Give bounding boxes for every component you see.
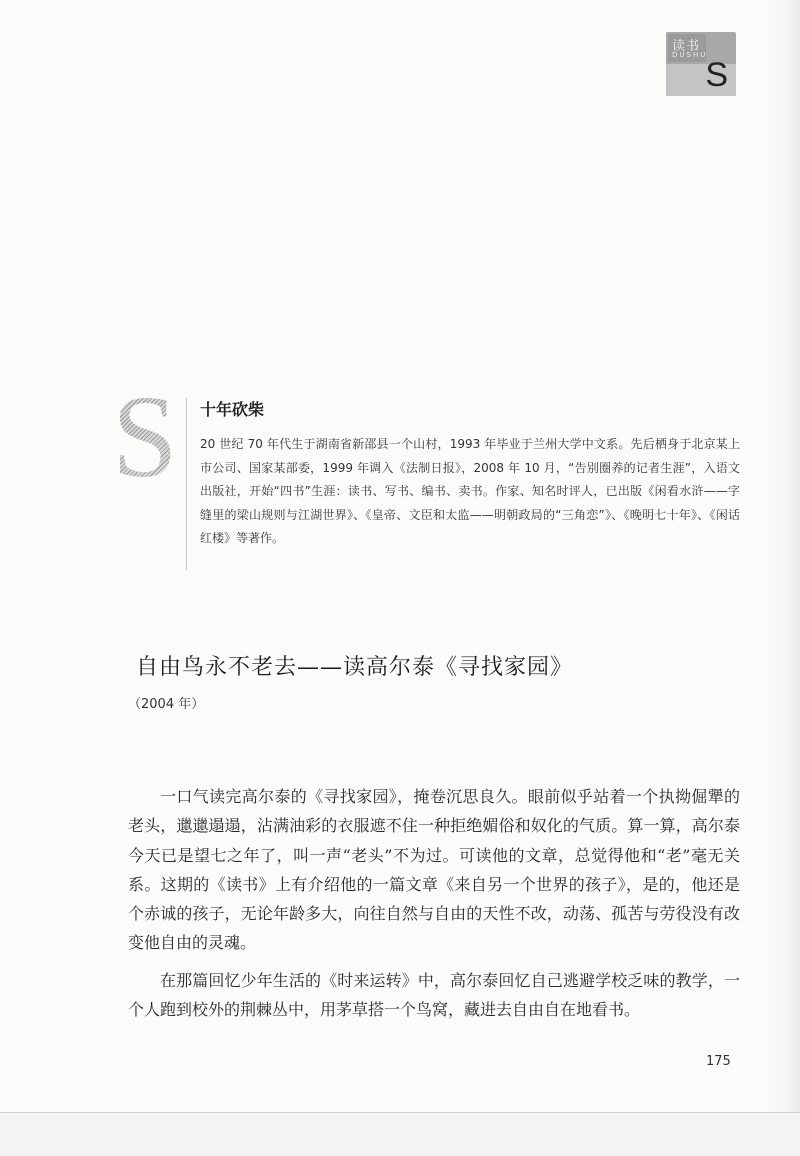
corner-tab-label: 读书 — [672, 39, 701, 54]
article-year: （2004 年） — [128, 697, 205, 712]
page-edge-shadow — [762, 0, 800, 1156]
body-paragraph: 在那篇回忆少年生活的《时来运转》中，高尔泰回忆自己逃避学校乏味的教学，一个人跑到校外的荆棘丛中，用茅草搭一个鸟窝，藏进去自由自在地看书。 — [128, 970, 740, 1020]
author-bio: 20 世纪 70 年代生于湖南省新邵县一个山村，1993 年毕业于兰州大学中文系。先后栖身于北京某上市公司、国家某部委，1999 年调入《法制日报》，2008 年 10 月，“告别圈养的记者生涯”，入语文出版社，开始“四书”生涯：读书、写书、编书、卖书。作家、知名时评人，已出版《闲看水浒——字缝里的梁山规则与江湖世界》、《皇帝、文臣和太监——明朝政局的“三角恋”》、《晚明七十年》、《闲话红楼》等著作。 — [200, 437, 740, 545]
author-name: 十年砍柴 — [200, 400, 265, 419]
page-number: 175 — [706, 1054, 731, 1069]
article-title: 自由鸟永不老去——读高尔泰《寻找家园》 — [136, 655, 574, 680]
section-corner-tab — [666, 32, 736, 96]
corner-tab-letter: S — [705, 56, 728, 94]
bottom-divider — [0, 1112, 800, 1113]
drop-letter-s: S — [112, 371, 178, 502]
article-body — [128, 782, 740, 1032]
author-divider — [186, 398, 187, 570]
corner-tab-sub: DUSHU — [672, 51, 708, 59]
body-paragraph: 一口气读完高尔泰的《寻找家园》，掩卷沉思良久。眼前似乎站着一个执拗倔犟的老头，邋邋遢遢，沾满油彩的衣服遮不住一种拒绝媚俗和奴化的气质。算一算，高尔泰今天已是望七之年了，叫一声“老头”不为过。可读他的文章，总觉得他和“老”毫无关系。这期的《读书》上有介绍他的一篇文章《来自另一个世界的孩子》，是的，他还是个赤诚的孩子，无论年龄多大，向往自然与自由的天性不改，动荡、孤苦与劳役没有改变他自由的灵魂。 — [128, 787, 740, 953]
bottom-margin-shade — [0, 1113, 800, 1156]
